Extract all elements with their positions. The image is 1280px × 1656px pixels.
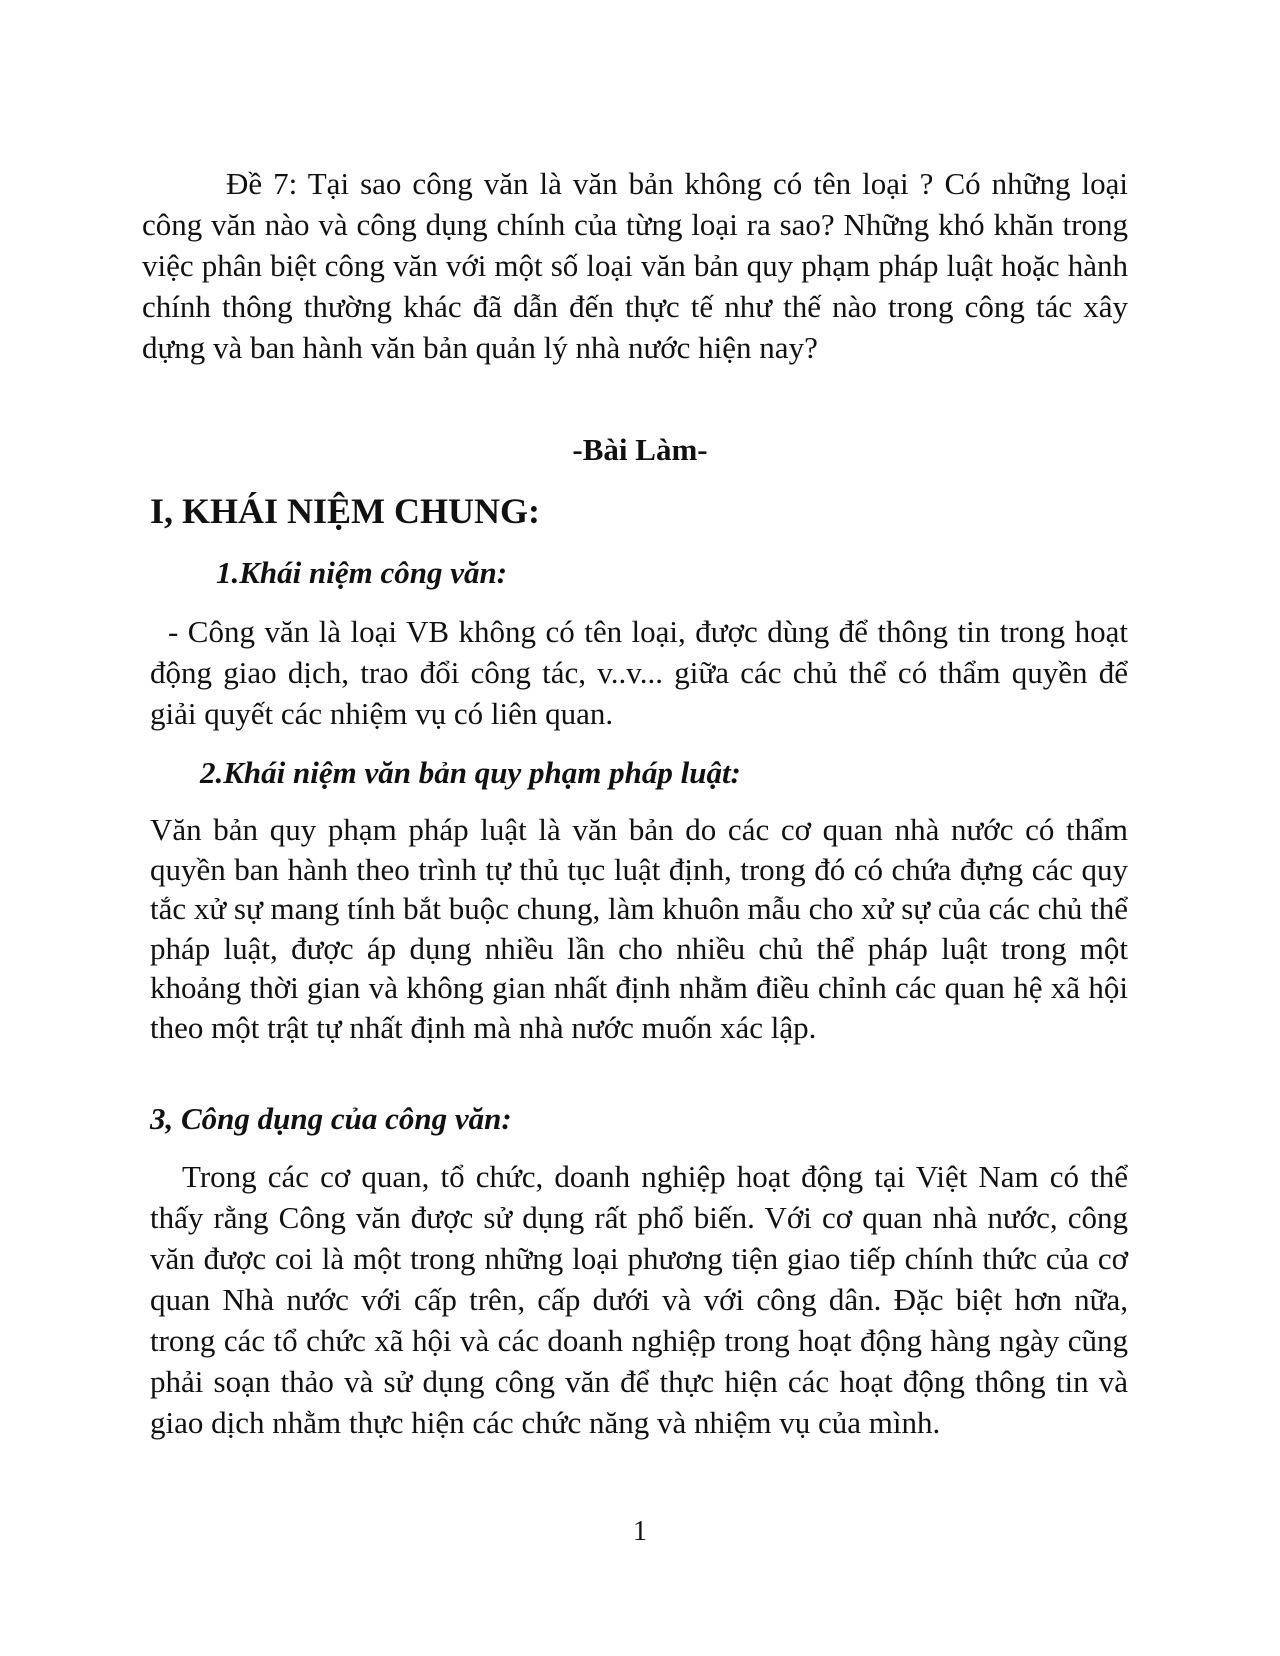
exam-question: Đề 7: Tại sao công văn là văn bản không có tên loại ? Có những loại công văn nào và công dụng chính của từng loại ra sao? Những khó khăn trong việc phân biệt công văn với một số loại văn bản quy phạm pháp luật hoặc hành chính thông thường khác đã dẫn đến thực tế như thế nào trong công tác xây dựng và ban hành văn bản quản lý nhà nước hiện nay? — [142, 166, 1128, 365]
subsection-heading-1: 1.Khái niệm công văn: — [216, 555, 508, 590]
page-number: 1 — [633, 1516, 647, 1547]
section-title: I, KHÁI NIỆM CHUNG: — [150, 491, 541, 531]
subsection-paragraph-2: Văn bản quy phạm pháp luật là văn bản do các cơ quan nhà nước có thẩm quyền ban hành theo trình tự thủ tục luật định, trong đó có chứa đựng các quy tắc xử sự mang tính bắt buộc chung, làm khuôn mẫu cho xử sự của các chủ thể pháp luật, được áp dụng nhiều lần cho nhiều chủ thể pháp luật trong một khoảng thời gian và không gian nhất định nhằm điều chỉnh các quan hệ xã hội theo một trật tự nhất định mà nhà nước muốn xác lập. — [150, 812, 1128, 1045]
subsection-heading-2: 2.Khái niệm văn bản quy phạm pháp luật: — [200, 755, 741, 790]
subsection-paragraph-3: Trong các cơ quan, tổ chức, doanh nghiệp hoạt động tại Việt Nam có thể thấy rằng Công văn được sử dụng rất phổ biến. Với cơ quan nhà nước, công văn được coi là một trong những loại phương tiện giao tiếp chính thức của cơ quan Nhà nước với cấp trên, cấp dưới và với công dân. Đặc biệt hơn nữa, trong các tổ chức xã hội và các doanh nghiệp trong hoạt động hàng ngày cũng phải soạn thảo và sử dụng công văn để thực hiện các hoạt động thông tin và giao dịch nhằm thực hiện các chức năng và nhiệm vụ của mình. — [150, 1159, 1128, 1440]
subsection-paragraph-1: - Công văn là loại VB không có tên loại, được dùng để thông tin trong hoạt động giao dịch, trao đổi công tác, v..v... giữa các chủ thể có thẩm quyền để giải quyết các nhiệm vụ có liên quan. — [150, 614, 1128, 731]
answer-title: -Bài Làm- — [572, 432, 708, 467]
subsection-heading-3: 3, Công dụng của công văn: — [150, 1101, 512, 1136]
